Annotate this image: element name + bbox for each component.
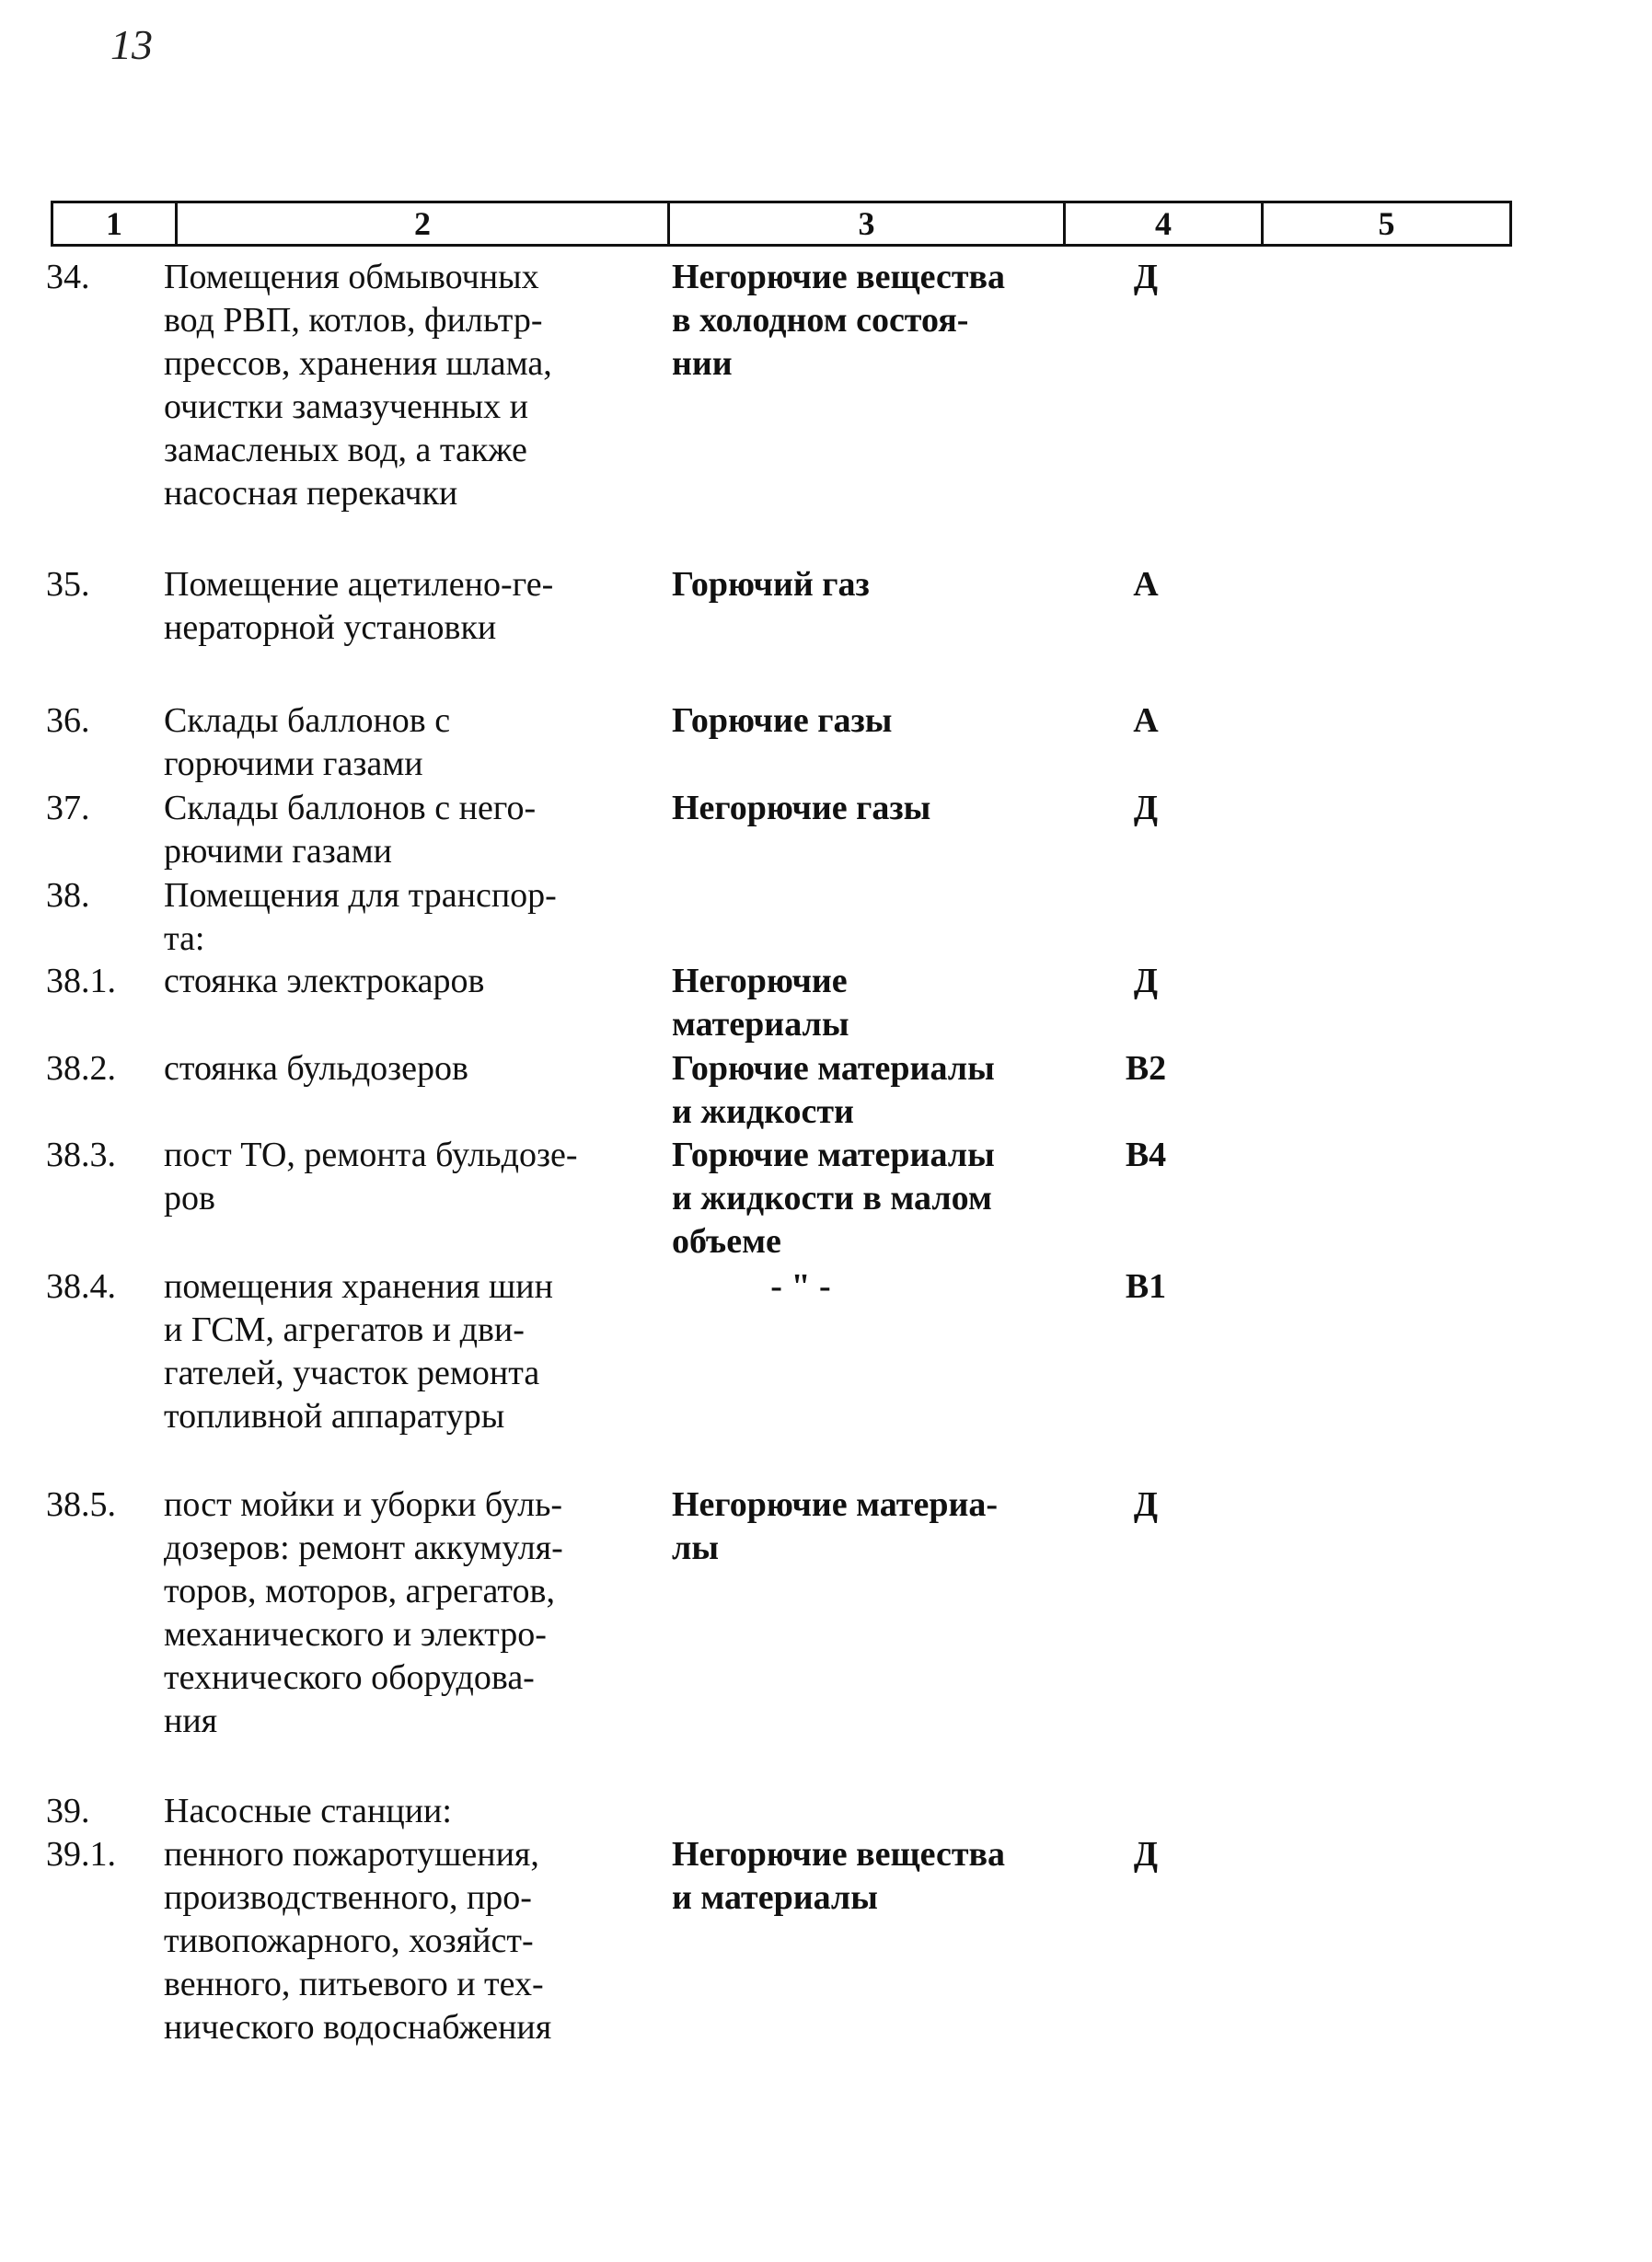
room-name: Помещение ацетилено-ге- нераторной установки bbox=[164, 565, 554, 647]
category: В2 bbox=[1125, 1049, 1167, 1088]
substance: Горючие материалы и жидкости bbox=[672, 1049, 995, 1131]
room-name: стоянка бульдозеров bbox=[164, 1049, 468, 1088]
row-number: 38.4. bbox=[46, 1267, 116, 1306]
substance: Негорючие материа- лы bbox=[672, 1485, 999, 1567]
row-number: 38.2. bbox=[46, 1049, 116, 1088]
row-number: 39.1. bbox=[46, 1835, 116, 1874]
room-name: Помещения обмывочных вод РВП, котлов, фильтр- прессов, хранения шлама, очистки замазученных и замасленых вод, а также насосная перекачки bbox=[164, 258, 552, 513]
category: Д bbox=[1133, 1485, 1159, 1524]
room-name: стоянка электрокаров bbox=[164, 962, 485, 1000]
substance: Негорючие материалы bbox=[672, 962, 849, 1044]
substance: Негорючие вещества в холодном состоя- нии bbox=[672, 258, 1006, 383]
category: А bbox=[1133, 701, 1159, 740]
row-number: 38. bbox=[46, 876, 90, 915]
room-name: пенного пожаротушения, производственного, про- тивопожарного, хозяйст- венного, питьевого и тех- нического водоснабжения bbox=[164, 1835, 552, 2047]
substance: - " - bbox=[770, 1267, 831, 1306]
substance: Горючие газы bbox=[672, 701, 893, 740]
room-name: пост мойки и уборки буль- дозеров: ремонт аккумуля- торов, моторов, агрегатов, механического и электро- технического оборудова- ния bbox=[164, 1485, 563, 1740]
row-number: 34. bbox=[46, 258, 90, 296]
row-number: 36. bbox=[46, 701, 90, 740]
substance: Горючий газ bbox=[672, 565, 870, 604]
header-col-5: 5 bbox=[1261, 203, 1512, 244]
category: Д bbox=[1133, 1835, 1159, 1874]
room-name: Склады баллонов с него- рючими газами bbox=[164, 789, 537, 871]
substance: Негорючие газы bbox=[672, 789, 931, 827]
row-number: 35. bbox=[46, 565, 90, 604]
row-number: 38.5. bbox=[46, 1485, 116, 1524]
room-name: помещения хранения шин и ГСМ, агрегатов и дви- гателей, участок ремонта топливной аппаратуры bbox=[164, 1267, 553, 1436]
row-number: 38.1. bbox=[46, 962, 116, 1000]
category: Д bbox=[1133, 258, 1159, 296]
substance: Горючие материалы и жидкости в малом объеме bbox=[672, 1136, 995, 1261]
category: В4 bbox=[1125, 1136, 1167, 1174]
header-col-1: 1 bbox=[51, 203, 175, 244]
room-name: Насосные станции: bbox=[164, 1792, 452, 1830]
header-col-4: 4 bbox=[1063, 203, 1261, 244]
header-col-2: 2 bbox=[175, 203, 667, 244]
page-number: 13 bbox=[110, 21, 153, 68]
row-number: 38.3. bbox=[46, 1136, 116, 1174]
category: Д bbox=[1133, 962, 1159, 1000]
category: А bbox=[1133, 565, 1159, 604]
substance: Негорючие вещества и материалы bbox=[672, 1835, 1006, 1917]
room-name: пост ТО, ремонта бульдозе- ров bbox=[164, 1136, 578, 1218]
room-name: Помещения для транспор- та: bbox=[164, 876, 557, 958]
header-col-3: 3 bbox=[667, 203, 1063, 244]
row-number: 39. bbox=[46, 1792, 90, 1830]
category: Д bbox=[1133, 789, 1159, 827]
room-name: Склады баллонов с горючими газами bbox=[164, 701, 451, 783]
category: В1 bbox=[1125, 1267, 1167, 1306]
row-number: 37. bbox=[46, 789, 90, 827]
